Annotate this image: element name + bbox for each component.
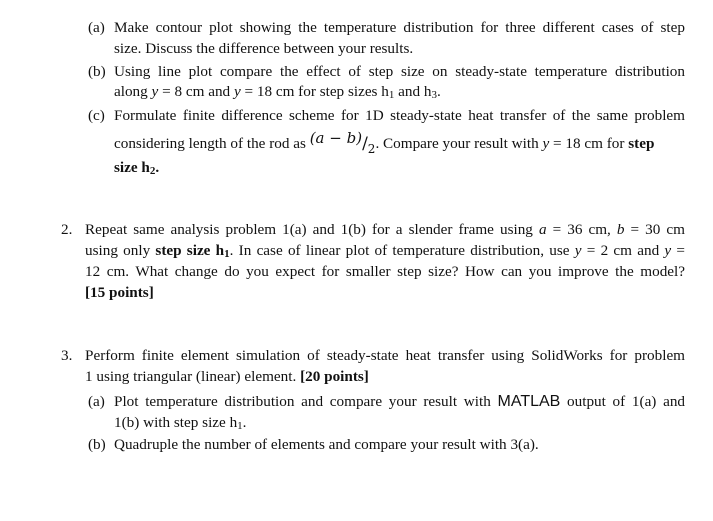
y-variable: y (233, 83, 241, 100)
text: considering length of the rod as (114, 135, 310, 152)
text: = 8 cm and (158, 83, 234, 100)
points-label: [20 points] (300, 368, 369, 385)
item-1c-line3 (114, 157, 159, 182)
y-variable: y (574, 242, 582, 259)
item-1a-line2: size. Discuss the difference between your results. (114, 40, 414, 57)
text: 1 using triangular (linear) element. (85, 368, 301, 385)
problem-2-line1 (85, 219, 685, 240)
item-1a-label: (a) (88, 19, 105, 36)
text: using only (85, 242, 156, 259)
problem-2-number: 2. (61, 221, 73, 238)
fraction-slash: / (362, 134, 368, 154)
text: . (155, 159, 160, 176)
fraction-denominator: 2 (367, 142, 376, 156)
text: and h (394, 83, 432, 100)
subscript: 1 (388, 89, 395, 101)
item-1b-line1: Using line plot compare the effect of step size on steady-state temperature distribution (114, 63, 685, 80)
text: Plot temperature distribution and compare your result with (114, 393, 498, 410)
text: = 30 cm (624, 221, 685, 238)
item-1c-line2 (114, 129, 655, 156)
fraction-expression (309, 129, 376, 156)
text: = (671, 242, 685, 259)
text: = 2 cm and (581, 242, 665, 259)
item-1b-line2 (114, 81, 441, 106)
bold-text: step size h (155, 242, 225, 259)
item-3a-line1 (114, 391, 685, 412)
subscript: 2 (149, 165, 156, 177)
subscript: 3 (431, 89, 437, 101)
item-1c-line1: Formulate finite difference scheme for 1D steady-state heat transfer of the same problem (114, 107, 685, 124)
item-3a-label: (a) (88, 393, 105, 410)
fraction-numerator: (a − b) (309, 129, 363, 147)
text: . (242, 414, 247, 431)
subscript: 1 (237, 420, 243, 432)
bold-text: step (628, 135, 655, 152)
problem-3-line2 (85, 366, 369, 387)
text: . Compare your result with (375, 135, 543, 152)
text: 1(b) with step size h (114, 414, 238, 431)
text: . (437, 83, 441, 100)
a-variable: a (538, 221, 547, 238)
item-1a-line1: Make contour plot showing the temperature distribution for three different cases of step (114, 19, 685, 36)
text: Repeat same analysis problem 1(a) and 1(b) for a slender frame using (85, 221, 539, 238)
text: = 18 cm for (549, 135, 629, 152)
y-variable: y (151, 83, 159, 100)
bold-text: size h (114, 159, 150, 176)
problem-3-number: 3. (61, 347, 73, 364)
problem-3-line1: Perform finite element simulation of steady-state heat transfer using SolidWorks for problem (85, 347, 685, 364)
matlab-text: MATLAB (497, 393, 561, 410)
b-variable: b (616, 221, 625, 238)
item-1b-label: (b) (88, 63, 106, 80)
text: along (114, 83, 152, 100)
subscript: 1 (224, 248, 230, 260)
item-3b-line1: Quadruple the number of elements and compare your result with 3(a). (114, 436, 539, 453)
item-3b-label: (b) (88, 436, 106, 453)
y-variable: y (542, 135, 550, 152)
item-1c-label: (c) (88, 107, 105, 124)
y-variable: y (664, 242, 672, 259)
text: = 36 cm, (546, 221, 617, 238)
problem-2-points: [15 points] (85, 284, 154, 301)
text: . In case of linear plot of temperature distribution, use (229, 242, 575, 259)
text: output of 1(a) and (560, 393, 686, 410)
problem-2-line3: 12 cm. What change do you expect for smaller step size? How can you improve the model? (85, 263, 685, 280)
text: = 18 cm for step sizes h (240, 83, 389, 100)
